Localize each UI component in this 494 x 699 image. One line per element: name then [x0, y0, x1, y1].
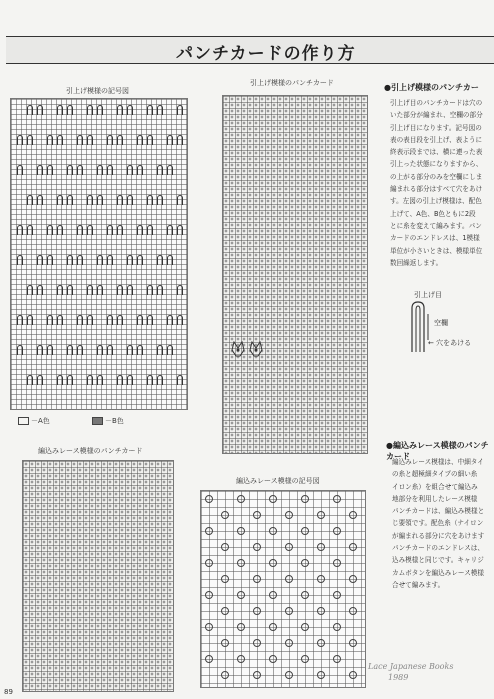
pull-up-punch-card — [222, 95, 368, 454]
lace-stitch-symbol — [317, 543, 325, 551]
pull-up-stitch-symbol — [17, 225, 23, 235]
pull-up-stitch-symbol — [167, 315, 173, 325]
pull-up-stitch-symbol — [127, 165, 133, 175]
pull-up-stitch-symbol — [27, 315, 33, 325]
pull-up-stitch-symbol — [27, 135, 33, 145]
pull-up-stitch-symbol — [67, 255, 73, 265]
pull-up-diagram — [398, 290, 494, 356]
lace-stitch-symbol — [301, 527, 309, 535]
section1-line: 引上げ目になります。記号図の — [390, 123, 482, 132]
lace-stitch-symbol — [253, 575, 261, 583]
section1-line: とに糸を変えて編みます。パン — [390, 221, 482, 230]
section2-line: イロン糸）を組合せて編込み — [392, 482, 478, 491]
lace-stitch-symbol — [349, 511, 357, 519]
pull-up-stitch-symbol — [107, 315, 113, 325]
lace-stitch-symbol — [237, 495, 245, 503]
lace-stitch-symbol — [237, 559, 245, 567]
lace-stitch-symbol — [317, 639, 325, 647]
pull-up-stitch-symbol — [37, 375, 43, 385]
lace-stitch-symbol — [221, 575, 229, 583]
pull-up-symbol-chart — [10, 98, 188, 410]
pull-up-stitch-symbol — [147, 225, 153, 235]
lace-stitch-symbol — [205, 591, 213, 599]
chart3-caption: 編込みレース模様のパンチカード — [38, 447, 143, 455]
chart1-legend-b: －B色 — [92, 416, 124, 426]
section2-line: 合せて編みます。 — [392, 580, 445, 589]
pull-up-stitch-symbol — [147, 195, 153, 205]
lace-stitch-symbol — [269, 559, 277, 567]
pull-up-stitch-symbol — [177, 135, 183, 145]
section2-line: 込み模様と同じです。キャリジ — [392, 556, 484, 565]
lace-stitch-symbol — [253, 671, 261, 679]
pull-up-stitch-symbol — [97, 195, 103, 205]
pull-up-stitch-symbol — [177, 195, 183, 205]
section1-line: 編まれる部分はすべて穴をあけ — [390, 185, 483, 194]
pull-up-stitch-symbol — [127, 105, 133, 115]
lace-stitch-symbol — [285, 639, 293, 647]
pull-up-stitch-symbol — [167, 255, 173, 265]
diagram-label-hole: ← 穴をあける — [428, 339, 472, 347]
diagram-label-top: 引上げ目 — [414, 291, 442, 299]
lace-stitch-symbol — [253, 511, 261, 519]
lace-stitch-symbol — [285, 511, 293, 519]
section2-line: じ要領です。配色糸（ナイロン — [392, 519, 484, 528]
lace-stitch-symbol — [221, 639, 229, 647]
section2-body — [392, 456, 494, 591]
lace-symbol-chart — [200, 490, 366, 688]
lace-stitch-symbol — [205, 527, 213, 535]
pull-up-stitch-symbol — [27, 285, 33, 295]
watermark-line1: Lace Japanese Books — [368, 662, 454, 671]
section1-line: す。左図の引上げ模様は、配色 — [390, 197, 482, 206]
pull-up-stitch-symbol — [47, 345, 53, 355]
section2-line: パンチカードのエンドレスは、 — [392, 544, 484, 553]
lace-stitch-symbol — [301, 655, 309, 663]
lace-stitch-symbol — [205, 655, 213, 663]
section2-line: カムボタンを編込みレース模様 — [392, 568, 484, 577]
section1-heading: ●引上げ模様のパンチカー — [384, 83, 479, 92]
lace-stitch-symbol — [349, 639, 357, 647]
pull-up-stitch-symbol — [57, 285, 63, 295]
pull-up-stitch-symbol — [87, 105, 93, 115]
pull-up-stitch-symbol — [17, 135, 23, 145]
pull-up-stitch-symbol — [107, 345, 113, 355]
section2-line: が編まれる部分に穴をあけます — [392, 531, 485, 540]
pull-up-stitch-symbol — [67, 165, 73, 175]
pull-up-stitch-symbol — [137, 165, 143, 175]
diagram-label-blank: 空欄 — [434, 319, 448, 327]
pull-up-stitch-symbol — [97, 165, 103, 175]
pull-up-stitch-symbol — [157, 285, 163, 295]
pull-up-stitch-symbol — [167, 165, 173, 175]
pull-up-stitch-symbol — [147, 315, 153, 325]
pull-up-stitch-symbol — [117, 195, 123, 205]
pull-up-stitch-symbol — [87, 225, 93, 235]
section1-line: いた部分が編まれ、空欄の部分 — [390, 111, 483, 120]
lace-stitch-symbol — [349, 671, 357, 679]
section1-line: カードのエンドレスは、1模様 — [390, 234, 480, 243]
punch-holes — [223, 96, 367, 453]
lace-stitch-symbol — [301, 559, 309, 567]
pull-up-stitch-symbol — [27, 105, 33, 115]
chart1-legend-a: －A色 — [18, 416, 50, 426]
lace-stitch-symbol — [253, 607, 261, 615]
pull-up-stitch-symbol — [147, 135, 153, 145]
pull-up-stitch-symbol — [127, 285, 133, 295]
pull-up-stitch-symbol — [37, 195, 43, 205]
lace-stitch-symbol — [205, 623, 213, 631]
section2-heading: ●編込みレース模様のパンチカード — [386, 441, 489, 461]
pull-up-stitch-symbol — [57, 135, 63, 145]
section2-line: の糸と超極細タイプの細い糸 — [392, 470, 478, 479]
pull-up-stitch-symbol — [137, 315, 143, 325]
pull-up-stitch-symbol — [37, 165, 43, 175]
pull-up-stitch-symbol — [157, 345, 163, 355]
pull-up-stitch-symbol — [157, 255, 163, 265]
lace-stitch-symbol — [317, 511, 325, 519]
pull-up-stitch-symbol — [47, 225, 53, 235]
lace-stitch-symbol — [269, 623, 277, 631]
pull-up-stitch-symbol — [87, 285, 93, 295]
section1-line: 引上げ目のパンチカードは穴の — [390, 99, 483, 107]
lace-stitch-symbol — [349, 575, 357, 583]
page-title-bar — [6, 36, 494, 64]
section1-body — [390, 97, 494, 269]
pull-up-stitch-symbol — [157, 375, 163, 385]
pull-up-stitch-symbol — [167, 345, 173, 355]
pull-up-stitch-symbol — [17, 165, 23, 175]
section2-line: 地部分を利用したレース模様 — [392, 494, 478, 503]
pull-up-stitch-symbol — [77, 345, 83, 355]
pull-up-stitch-symbol — [37, 255, 43, 265]
pull-up-stitch-symbol — [27, 225, 33, 235]
lace-stitch-symbol — [221, 607, 229, 615]
pull-up-stitch-symbol — [87, 375, 93, 385]
pull-up-stitch-symbol — [117, 315, 123, 325]
chart4-caption: 編込みレース模様の記号図 — [236, 477, 320, 485]
pull-up-stitch-symbol — [127, 345, 133, 355]
pull-up-stitch-symbol — [57, 225, 63, 235]
pull-up-stitch-symbol — [67, 345, 73, 355]
lace-stitch-symbol — [253, 639, 261, 647]
lace-stitch-symbol — [221, 511, 229, 519]
pull-up-stitch-symbol — [117, 285, 123, 295]
lace-stitch-symbol — [237, 623, 245, 631]
lace-stitch-symbol — [285, 575, 293, 583]
pull-up-stitch-symbol — [57, 375, 63, 385]
lace-stitch-symbol — [349, 543, 357, 551]
pull-up-stitch-symbol — [157, 195, 163, 205]
pull-up-stitch-symbol — [77, 255, 83, 265]
pull-up-stitch-symbol — [97, 105, 103, 115]
lace-stitch-symbol — [237, 655, 245, 663]
pull-up-stitch-symbol — [147, 285, 153, 295]
lace-stitch-symbol — [301, 623, 309, 631]
pull-up-stitch-symbol — [87, 135, 93, 145]
pull-up-stitch-symbol — [167, 135, 173, 145]
watermark-line2: 1989 — [388, 673, 409, 682]
lace-stitch-symbol — [285, 671, 293, 679]
pull-up-stitch-symbol — [77, 165, 83, 175]
section1-line: 単位が小さいときは、模様単位 — [390, 246, 483, 255]
pull-up-stitch-symbol — [117, 375, 123, 385]
pull-up-stitch-symbol — [37, 345, 43, 355]
lace-stitch-symbol — [301, 591, 309, 599]
pull-up-stitch-symbol — [167, 225, 173, 235]
pull-up-stitch-symbol — [57, 315, 63, 325]
pull-up-stitch-symbol — [17, 315, 23, 325]
pull-up-stitch-symbol — [37, 285, 43, 295]
pull-up-stitch-symbol — [147, 375, 153, 385]
pull-up-stitch-symbol — [17, 255, 23, 265]
pull-up-stitch-symbol — [77, 315, 83, 325]
lace-stitch-symbol — [269, 495, 277, 503]
pull-up-stitch-symbol — [27, 375, 33, 385]
pull-up-stitch-symbol — [57, 195, 63, 205]
lace-stitch-symbol — [237, 527, 245, 535]
pull-up-stitch-symbol — [107, 225, 113, 235]
pull-up-stitch-symbol — [107, 135, 113, 145]
lace-stitch-symbol — [333, 623, 341, 631]
pull-up-stitch-symbol — [67, 105, 73, 115]
lace-stitch-symbol — [333, 495, 341, 503]
section2-line: パンチカードは、編込み模様と — [392, 507, 485, 516]
pull-up-stitch-symbol — [127, 195, 133, 205]
pull-up-stitch-symbol — [17, 345, 23, 355]
pull-up-stitch-symbol — [137, 135, 143, 145]
lace-stitch-symbol — [237, 591, 245, 599]
pull-up-stitch-symbol — [137, 225, 143, 235]
pull-up-stitch-symbol — [97, 285, 103, 295]
pull-up-stitch-symbol — [177, 285, 183, 295]
pull-up-stitch-symbol — [157, 165, 163, 175]
pull-up-stitch-symbol — [87, 195, 93, 205]
chart1-caption: 引上げ模様の記号図 — [66, 87, 129, 95]
pull-up-stitch-symbol — [137, 255, 143, 265]
lace-stitch-symbol — [269, 527, 277, 535]
page-number: 89 — [4, 688, 13, 696]
cat-motif — [230, 338, 266, 362]
pull-up-stitch-symbol — [127, 375, 133, 385]
lace-stitch-symbol — [253, 543, 261, 551]
lace-stitch-symbol — [333, 591, 341, 599]
section1-line: 終表示段までは、横に連った表 — [390, 148, 483, 157]
legend-swatch-b — [92, 417, 103, 425]
section2-line: 編込みレース模様は、中細タイ — [392, 458, 484, 466]
pull-up-stitch-symbol — [27, 195, 33, 205]
lace-stitch-symbol — [221, 671, 229, 679]
pull-up-stitch-symbol — [87, 315, 93, 325]
pull-up-stitch-symbol — [77, 225, 83, 235]
pull-up-stitch-symbol — [97, 375, 103, 385]
lace-stitch-symbol — [333, 559, 341, 567]
section1-line: 表の表目段を引上げ、表ように — [390, 135, 483, 144]
pull-up-stitch-symbol — [107, 165, 113, 175]
lace-stitch-symbol — [333, 527, 341, 535]
pull-up-stitch-symbol — [117, 135, 123, 145]
lace-stitch-symbol — [269, 655, 277, 663]
lace-stitch-symbol — [285, 607, 293, 615]
lace-stitch-symbol — [349, 607, 357, 615]
pull-up-stitch-symbol — [67, 195, 73, 205]
lace-stitch-symbol — [317, 575, 325, 583]
section1-line: 数回繰返します。 — [390, 258, 443, 267]
pull-up-stitch-symbol — [107, 255, 113, 265]
pull-up-stitch-symbol — [117, 225, 123, 235]
lace-stitch-symbol — [301, 495, 309, 503]
pull-up-stitch-symbol — [147, 105, 153, 115]
pull-up-stitch-symbol — [37, 105, 43, 115]
pull-up-stitch-symbol — [47, 165, 53, 175]
pull-up-stitch-symbol — [97, 345, 103, 355]
pull-up-stitch-symbol — [57, 105, 63, 115]
pull-up-stitch-symbol — [177, 375, 183, 385]
section1-line: の上がる部分のみを空欄にしま — [390, 172, 483, 181]
pull-up-stitch-symbol — [127, 255, 133, 265]
pull-up-stitch-symbol — [67, 285, 73, 295]
pull-up-stitch-symbol — [177, 105, 183, 115]
chart2-caption: 引上げ模様のパンチカード — [250, 79, 334, 87]
pull-up-stitch-symbol — [47, 255, 53, 265]
lace-stitch-symbol — [285, 543, 293, 551]
legend-swatch-a — [18, 417, 29, 425]
lace-stitch-symbol — [317, 671, 325, 679]
pull-up-stitch-symbol — [67, 375, 73, 385]
lace-punch-card — [22, 460, 174, 692]
pull-up-stitch-symbol — [47, 315, 53, 325]
lace-stitch-symbol — [317, 607, 325, 615]
page-title: パンチカードの作り方 — [176, 44, 356, 64]
lace-stitch-symbol — [333, 655, 341, 663]
pull-up-stitch-symbol — [177, 225, 183, 235]
pull-up-stitch-symbol — [77, 135, 83, 145]
pull-up-stitch-symbol — [137, 345, 143, 355]
lace-stitch-symbol — [221, 543, 229, 551]
pull-up-stitch-symbol — [47, 135, 53, 145]
pull-up-stitch-symbol — [97, 255, 103, 265]
section1-line: 上げて、A色、B色ともに2段 — [390, 209, 476, 218]
lace-stitch-symbol — [205, 559, 213, 567]
section1-line: 引上った状態になりますから、 — [390, 160, 483, 169]
pull-up-stitch-symbol — [117, 105, 123, 115]
lace-stitch-symbol — [205, 495, 213, 503]
lace-stitch-symbol — [269, 591, 277, 599]
pull-up-stitch-symbol — [157, 105, 163, 115]
pull-up-stitch-symbol — [177, 315, 183, 325]
punch-holes-lace — [23, 461, 173, 691]
